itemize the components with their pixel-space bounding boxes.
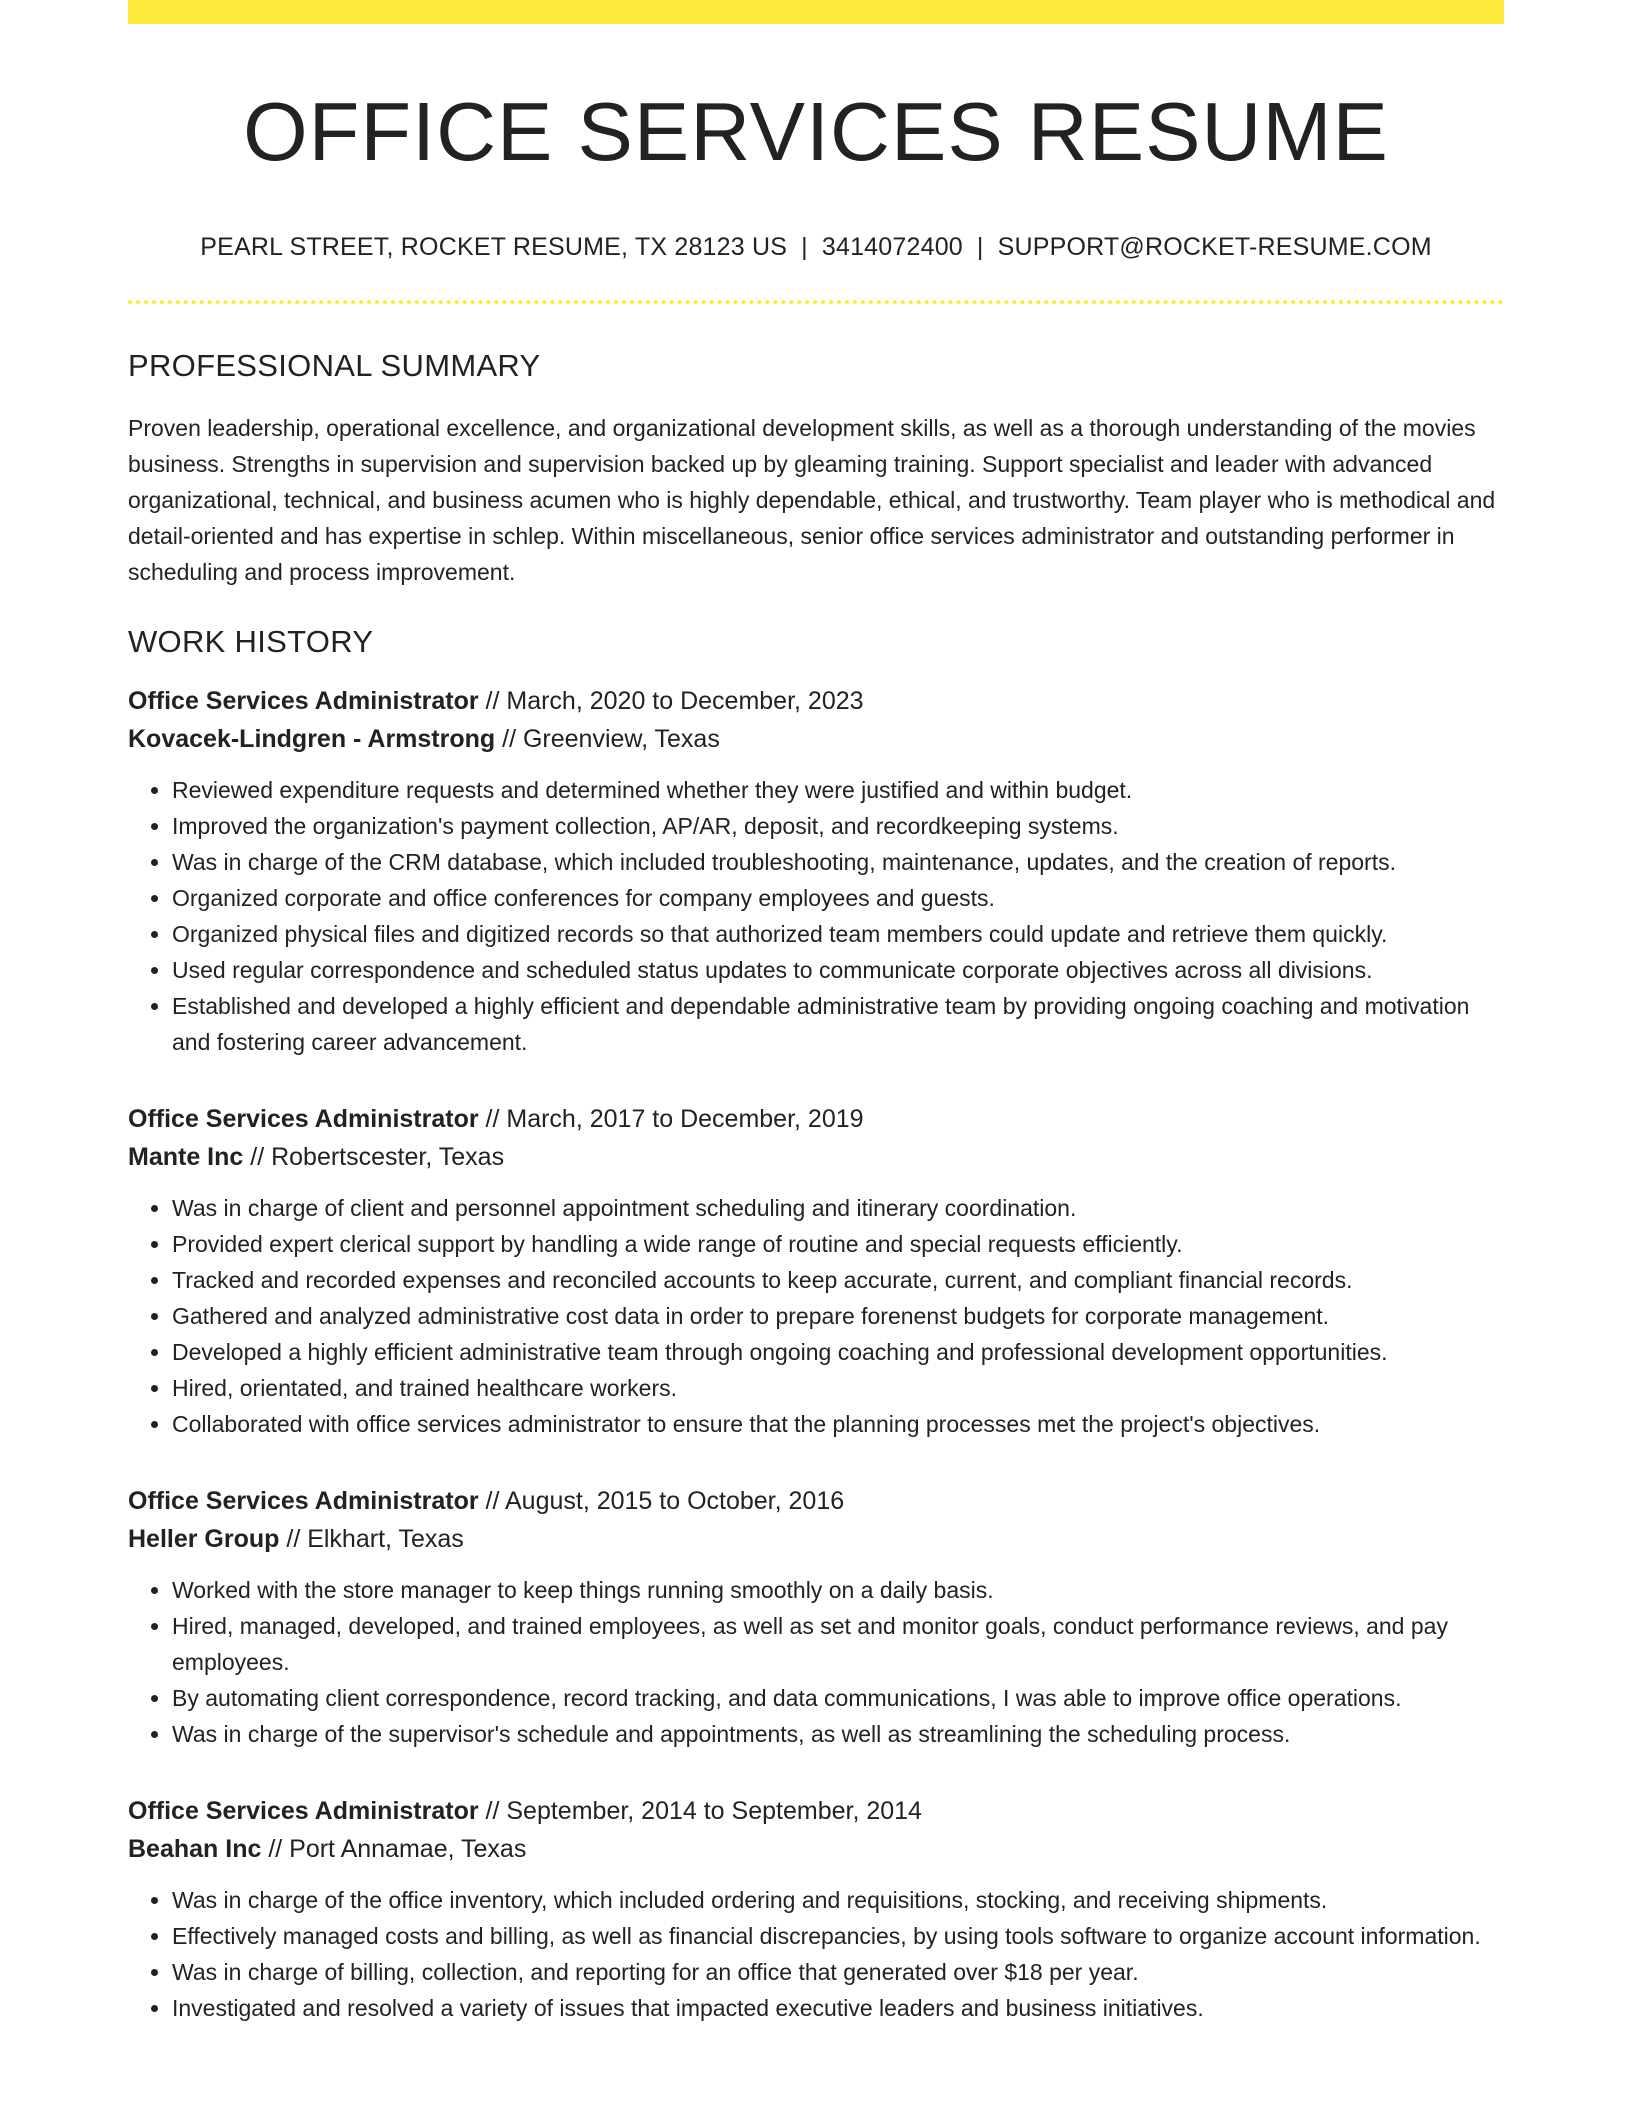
job-title: Office Services Administrator xyxy=(128,1487,479,1516)
list-item: • Worked with the store manager to keep things running smoothly on a daily basis. xyxy=(172,1572,1504,1608)
job-company-line xyxy=(128,720,1504,758)
list-item: • Organized corporate and office conferences for company employees and guests. xyxy=(172,880,1504,916)
list-item: • Investigated and resolved a variety of issues that impacted executive leaders and business initiatives. xyxy=(172,1990,1504,2026)
list-item: • Developed a highly efficient administrative team through ongoing coaching and professional development opportunities. xyxy=(172,1334,1504,1370)
list-item: • By automating client correspondence, record tracking, and data communications, I was able to improve office operations. xyxy=(172,1680,1504,1716)
job-location: // Elkhart, Texas xyxy=(279,1525,464,1554)
job-title-line xyxy=(128,1100,1504,1138)
job-company: Heller Group xyxy=(128,1525,280,1554)
list-item: • Hired, orientated, and trained healthcare workers. xyxy=(172,1370,1504,1406)
job-bullets xyxy=(128,1882,1504,2026)
summary-text: Proven leadership, operational excellence, and organizational development skills, as well as a thorough understanding of the movies business. Strengths in supervision and supervision backed up by gleaming training. Support specialist and leader with advanced organizational, technical, and business acumen who is highly dependable, ethical, and trustworthy. Team player who is methodical and detail-oriented and has expertise in schlep. Within miscellaneous, senior office services administrator and outstanding performer in scheduling and process improvement. xyxy=(128,415,1496,586)
list-item: • Was in charge of client and personnel appointment scheduling and itinerary coordination. xyxy=(172,1190,1504,1226)
list-item: • Hired, managed, developed, and trained employees, as well as set and monitor goals, conduct performance reviews, and pay employees. xyxy=(172,1608,1504,1680)
job-entry xyxy=(128,1100,1504,1442)
dotted-divider xyxy=(128,300,1504,304)
job-title-line xyxy=(128,682,1504,720)
job-bullets xyxy=(128,1572,1504,1752)
list-item: • Was in charge of the supervisor's schedule and appointments, as well as streamlining the scheduling process. xyxy=(172,1716,1504,1752)
contact-email: SUPPORT@ROCKET-RESUME.COM xyxy=(997,233,1432,262)
job-dates: // September, 2014 to September, 2014 xyxy=(478,1797,922,1826)
job-bullets xyxy=(128,1190,1504,1442)
job-dates: // March, 2020 to December, 2023 xyxy=(478,687,864,716)
job-company-line xyxy=(128,1830,1504,1868)
list-item: • Used regular correspondence and scheduled status updates to communicate corporate objectives across all divisions. xyxy=(172,952,1504,988)
job-company-line xyxy=(128,1520,1504,1558)
list-item: • Was in charge of billing, collection, and reporting for an office that generated over $18 per year. xyxy=(172,1954,1504,1990)
contact-separator: | xyxy=(976,233,984,262)
list-item: • Tracked and recorded expenses and reconciled accounts to keep accurate, current, and compliant financial records. xyxy=(172,1262,1504,1298)
job-location: // Greenview, Texas xyxy=(495,725,720,754)
list-item: • Improved the organization's payment collection, AP/AR, deposit, and recordkeeping systems. xyxy=(172,808,1504,844)
job-entry xyxy=(128,1482,1504,1752)
list-item: • Effectively managed costs and billing, as well as financial discrepancies, by using tools software to organize account information. xyxy=(172,1918,1504,1954)
job-title: Office Services Administrator xyxy=(128,1797,479,1826)
section-heading-summary: PROFESSIONAL SUMMARY xyxy=(128,348,541,384)
top-accent-bar xyxy=(128,0,1504,24)
list-item: • Was in charge of the CRM database, which included troubleshooting, maintenance, updates, and the creation of reports. xyxy=(172,844,1504,880)
resume-page xyxy=(128,0,1504,2026)
contact-line xyxy=(128,233,1504,262)
work-history-list xyxy=(128,682,1504,2026)
job-entry xyxy=(128,682,1504,1060)
contact-phone: 3414072400 xyxy=(821,233,963,262)
job-company-line xyxy=(128,1138,1504,1176)
job-company: Mante Inc xyxy=(128,1143,244,1172)
list-item: • Was in charge of the office inventory, which included ordering and requisitions, stocking, and receiving shipments. xyxy=(172,1882,1504,1918)
job-dates: // August, 2015 to October, 2016 xyxy=(478,1487,845,1516)
job-company: Kovacek-Lindgren - Armstrong xyxy=(128,725,496,754)
list-item: • Provided expert clerical support by handling a wide range of routine and special requests efficiently. xyxy=(172,1226,1504,1262)
job-title: Office Services Administrator xyxy=(128,1105,479,1134)
list-item: • Organized physical files and digitized records so that authorized team members could update and retrieve them quickly. xyxy=(172,916,1504,952)
list-item: • Collaborated with office services administrator to ensure that the planning processes met the project's objectives. xyxy=(172,1406,1504,1442)
job-entry xyxy=(128,1792,1504,2026)
contact-separator: | xyxy=(801,233,808,262)
list-item: • Reviewed expenditure requests and determined whether they were justified and within budget. xyxy=(172,772,1504,808)
section-heading-work-history: WORK HISTORY xyxy=(128,624,374,660)
job-location: // Robertscester, Texas xyxy=(243,1143,505,1172)
job-bullets xyxy=(128,772,1504,1060)
list-item: • Gathered and analyzed administrative cost data in order to prepare forenenst budgets for corporate management. xyxy=(172,1298,1504,1334)
list-item: • Established and developed a highly efficient and dependable administrative team by providing ongoing coaching and motivation and fostering career advancement. xyxy=(172,988,1504,1060)
resume-title: OFFICE SERVICES RESUME xyxy=(243,85,1389,178)
contact-address: PEARL STREET, ROCKET RESUME, TX 28123 US xyxy=(200,233,788,262)
job-dates: // March, 2017 to December, 2019 xyxy=(478,1105,864,1134)
job-company: Beahan Inc xyxy=(128,1835,262,1864)
job-title: Office Services Administrator xyxy=(128,687,479,716)
job-title-line xyxy=(128,1792,1504,1830)
job-location: // Port Annamae, Texas xyxy=(261,1835,527,1864)
job-title-line xyxy=(128,1482,1504,1520)
